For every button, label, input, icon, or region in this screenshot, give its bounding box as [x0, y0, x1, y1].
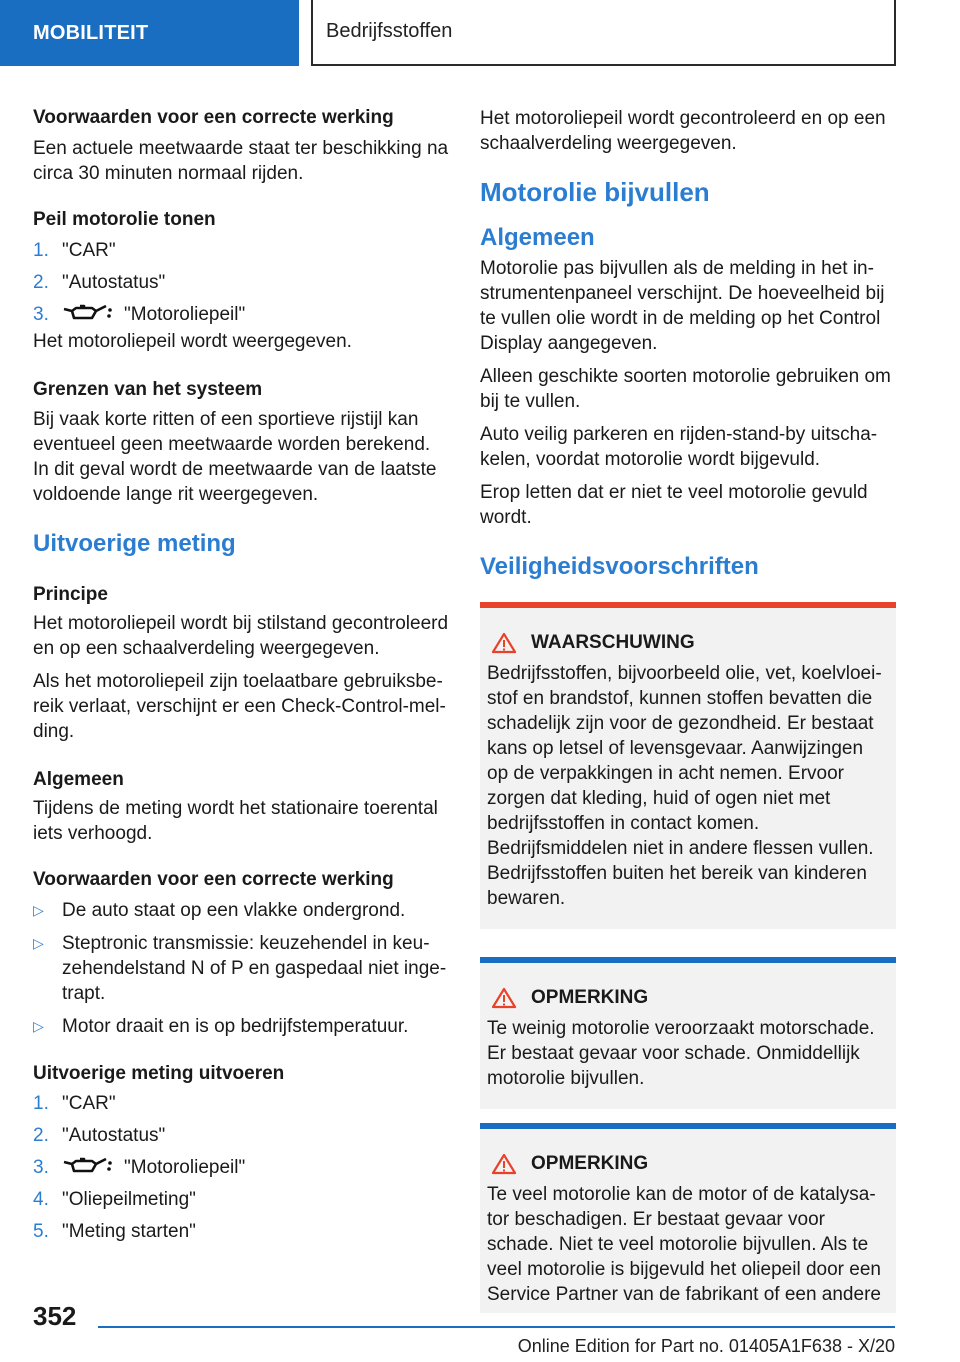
step-text: "Oliepeilmeting": [62, 1189, 196, 1210]
heading-run-measurement: Uitvoerige meting uitvoeren: [33, 1063, 285, 1084]
paragraph: Als het motoroliepeil zijn toelaatbare gebruiksbereik verlaat, verschijnt er een Check-Control-melding.: [33, 671, 446, 742]
note-text: Te weinig motorolie veroorzaakt motorschade. Er bestaat gevaar voor schade. Onmiddellijk motorolie bijvullen.: [487, 1018, 875, 1089]
page-header: [0, 0, 960, 66]
warning-triangle-icon: [491, 632, 517, 654]
page-number: 352: [33, 1301, 77, 1331]
step-text: "Meting starten": [62, 1221, 196, 1242]
list-item: [33, 1187, 451, 1212]
warning-title-text: WAARSCHUWING: [531, 632, 695, 653]
list-item: [33, 302, 451, 327]
step-text: "Motoroliepeil": [124, 1157, 246, 1178]
paragraph: Bij vaak korte ritten of een sportieve rijstijl kan eventueel geen meetwaarde worden berekend. In dit geval wordt de meetwaarde van de laatste voldoende lange rit weergegeven.: [33, 409, 437, 505]
oil-can-icon: [62, 303, 114, 323]
warning-title: [487, 630, 889, 656]
footer-divider: [98, 1326, 895, 1328]
note-title-text: OPMERKING: [531, 987, 649, 1008]
paragraph: Alleen geschikte soorten motorolie gebruiken om bij te vullen.: [480, 366, 891, 412]
list-item: [33, 898, 451, 923]
list-item: [33, 1155, 451, 1180]
step-number: 3.: [33, 304, 49, 325]
step-text: "Autostatus": [62, 1125, 166, 1146]
step-number: 2.: [33, 272, 49, 293]
heading-show-oil: Peil motorolie tonen: [33, 209, 216, 230]
note-box-2: [480, 1123, 896, 1313]
heading-general: Algemeen: [33, 769, 124, 790]
paragraph: Het motoroliepeil wordt bij stilstand gecontroleerd en op een schaalverdeling weergegeven.: [33, 613, 449, 659]
left-column: [33, 100, 451, 1244]
warning-text: Bedrijfsstoffen, bijvoorbeeld olie, vet, koelvloeistof en brandstof, kunnen stoffen bevatten die schadelijk zijn voor de gezondheid. Er bestaat kans op letsel of levensgevaar. Aanwijzingen op de verpakkingen in acht nemen. Ervoor zorgen dat kleding, huid of ogen niet met bedrijfsstoffen in contact komen. Bedrijfsmiddelen niet in andere flessen vullen. Bedrijfsstoffen buiten het bereik van kinderen bewaren.: [487, 663, 882, 909]
bullet-list: [33, 898, 451, 1039]
right-column: [480, 100, 896, 1313]
list-item: [33, 1091, 451, 1116]
warning-triangle-icon: [491, 987, 517, 1009]
step-text: "Motoroliepeil": [124, 304, 246, 325]
chapter-title-refill: Motorolie bijvullen: [480, 177, 710, 207]
heading-principle: Principe: [33, 584, 108, 605]
list-item: [33, 931, 451, 1006]
note-title: [487, 1151, 889, 1177]
bullet-text: Motor draait en is op bedrijfstemperatuur.: [62, 1016, 409, 1037]
warning-box: [480, 602, 896, 929]
paragraph: Een actuele meetwaarde staat ter beschikking na circa 30 minuten normaal rijden.: [33, 138, 449, 184]
step-number: 1.: [33, 240, 49, 261]
bullet-text: De auto staat op een vlakke ondergrond.: [62, 900, 406, 921]
paragraph: Het motoroliepeil wordt gecontroleerd en op een schaalverdeling weergegeven.: [480, 108, 886, 154]
list-item: [33, 270, 451, 295]
footer-edition: Online Edition for Part no. 01405A1F638 - X/20: [517, 1336, 895, 1356]
note-title-text: OPMERKING: [531, 1153, 649, 1174]
triangle-bullet-icon: ▷: [33, 902, 44, 918]
list-item: [33, 1219, 451, 1244]
triangle-bullet-icon: ▷: [33, 1018, 44, 1034]
step-text: "CAR": [62, 1093, 116, 1114]
oil-can-icon: [62, 1156, 114, 1176]
paragraph: Auto veilig parkeren en rijden-stand-by uitschakelen, voordat motorolie wordt bijgevuld.: [480, 424, 878, 470]
bullet-text: Steptronic transmissie: keuzehendel in keuzehendelstand N of P en gaspedaal niet ingetrapt.: [62, 933, 447, 1004]
step-text: "Autostatus": [62, 272, 166, 293]
paragraph: Tijdens de meting wordt het stationaire toerental iets verhoogd.: [33, 798, 438, 844]
step-text: "CAR": [62, 240, 116, 261]
note-box: [480, 957, 896, 1109]
step-number: 4.: [33, 1189, 49, 1210]
step-number: 5.: [33, 1221, 49, 1242]
list-item: [33, 238, 451, 263]
note-text: Te veel motorolie kan de motor of de katalysator beschadigen. Er bestaat gevaar voor schade. Niet te veel motorolie bijvullen. Als te veel motorolie is bijgevuld het oliepeil door een Service Partner van de fabrikant of een andere: [487, 1184, 881, 1305]
chapter-tab: Bedrijfsstoffen: [311, 0, 896, 66]
list-item: [33, 1014, 451, 1039]
note-title: [487, 985, 889, 1011]
section-title-safety: Veiligheidsvoorschriften: [480, 553, 759, 580]
step-number: 2.: [33, 1125, 49, 1146]
paragraph: Het motoroliepeil wordt weergegeven.: [33, 331, 352, 352]
steps-list-2: [33, 1091, 451, 1244]
list-item: [33, 1123, 451, 1148]
paragraph: Motorolie pas bijvullen als de melding in het instrumentenpaneel verschijnt. De hoeveelheid bij te vullen olie wordt in de melding op het Control Display aangegeven.: [480, 258, 885, 354]
section-title-detailed: Uitvoerige meting: [33, 530, 236, 557]
subtitle-general: Algemeen: [480, 224, 595, 251]
warning-triangle-icon: [491, 1153, 517, 1175]
triangle-bullet-icon: ▷: [33, 935, 44, 951]
section-tab: MOBILITEIT: [0, 0, 299, 66]
heading-conditions-2: Voorwaarden voor een correcte werking: [33, 869, 394, 890]
step-number: 1.: [33, 1093, 49, 1114]
step-number: 3.: [33, 1157, 49, 1178]
heading-conditions: Voorwaarden voor een correcte werking: [33, 107, 394, 128]
steps-list: [33, 238, 451, 327]
heading-limits: Grenzen van het systeem: [33, 379, 263, 400]
paragraph: Erop letten dat er niet te veel motorolie gevuld wordt.: [480, 482, 868, 528]
